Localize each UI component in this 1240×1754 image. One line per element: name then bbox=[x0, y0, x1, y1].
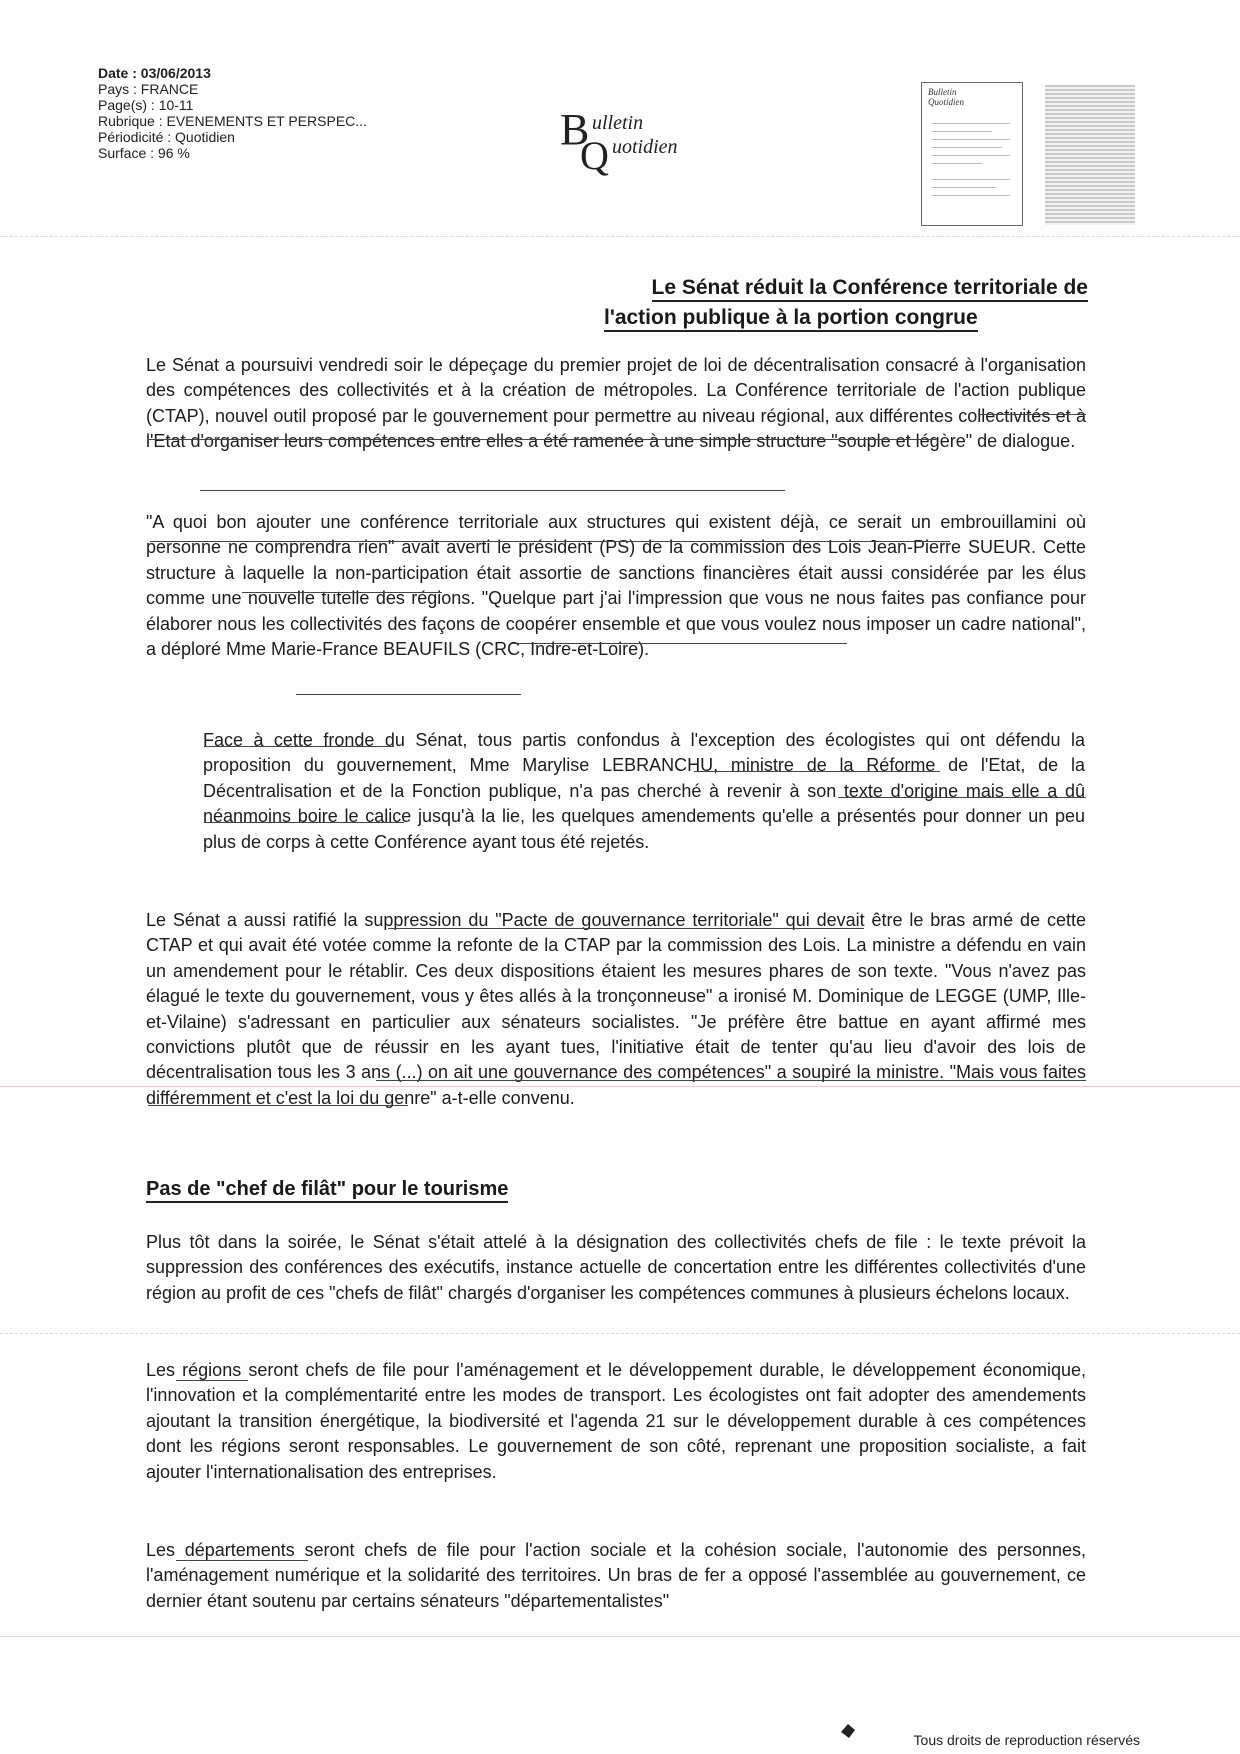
handwritten-underline bbox=[978, 414, 1086, 415]
paragraph-5: Plus tôt dans la soirée, le Sénat s'était attelé à la désignation des collectivités chefs de file : le texte prévoit la suppression des conférences des exécutifs, instance actuelle de concertation entre les différentes collectivités d'une région au profit de ces "chefs de filât" chargés d'organiser les compétences communes à plusieurs échelons locaux. bbox=[146, 1232, 1086, 1303]
handwritten-underline bbox=[296, 694, 521, 695]
meta-periodicite: Périodicité : Quotidien bbox=[98, 129, 235, 145]
handwritten-underline bbox=[148, 439, 936, 440]
footer-rights: Tous droits de reproduction réservés bbox=[913, 1732, 1140, 1748]
meta-surface: Surface : 96 % bbox=[98, 145, 190, 161]
thumbnail-logo-icon: Bulletin Quotidien bbox=[928, 87, 964, 107]
handwritten-underline bbox=[200, 490, 785, 491]
logo-line-2: uotidien bbox=[612, 136, 678, 158]
handwritten-underline bbox=[838, 797, 1086, 798]
page-thumbnail-2 bbox=[1045, 85, 1135, 225]
handwritten-underline bbox=[388, 928, 864, 929]
meta-pages: Page(s) : 10-11 bbox=[98, 97, 194, 113]
paragraph-4: Le Sénat a aussi ratifié la suppression du "Pacte de gouvernance territoriale" qui devait être le bras armé de cette CTAP et qui avait été votée comme la refonte de la CTAP par la commission des Lois. La ministre a défendu en vain un amendement pour le rétablir. Ces deux dispositions étaient les mesures phares de son texte. "Vous n'avez pas élagué le texte du gouvernement, vous y êtes allés à la tronçonneuse" a ironisé M. Dominique de LEGGE (UMP, Ille-et-Vilaine) s'adressant en particulier aux sénateurs socialistes. "Je préfère être battue en ayant affirmé mes convictions plutôt que de réussir en les ayant tues, l'initiative était de tenter qu'au lieu d'avoir des lois de décentralisation tous les 3 ans (...) on ait une gouvernance des compétences" a soupiré la ministre. "Mais vous faites différemment et c'est la loi du genre" a-t-elle convenu. bbox=[146, 910, 1086, 1108]
handwritten-underline bbox=[150, 541, 950, 542]
paragraph-2: "A quoi bon ajouter une conférence territoriale aux structures qui existent déjà, ce serait un embrouillamini où personne ne comprendra rien" avait averti le président (PS) de la commission des Lois Jean-Pierre SUEUR. Cette structure à laquelle la non-participation était assortie de sanctions financières était aussi considérée par les élus comme une nouvelle tutelle des régions. "Quelque part j'ai l'impression que vous ne nous faites pas confiance pour élaborer nous les collectivités des façons de coopérer ensemble et que vous voulez nous imposer un cadre national", a déploré Mme Marie-France BEAUFILS (CRC, Indre-et-Loire). bbox=[146, 512, 1086, 660]
handwritten-underline bbox=[512, 643, 847, 644]
handwritten-underline bbox=[376, 1080, 1086, 1081]
handwritten-underline bbox=[176, 1380, 248, 1381]
paragraph-1: Le Sénat a poursuivi vendredi soir le dépeçage du premier projet de loi de décentralisation consacré à l'organisation des compétences des collectivités et à la création de métropoles. La Conférence territoriale de l'action publique (CTAP), nouvel outil proposé par le gouvernement pour permettre au niveau régional, aux différentes collectivités et à l'Etat d'organiser leurs compétences entre elles a été ramenée à une simple structure "souple et légère" de dialogue. bbox=[146, 355, 1086, 452]
paragraph-3: Face à cette fronde du Sénat, tous partis confondus à l'exception des écologistes qui ont défendu la proposition du gouvernement, Mme Marylise LEBRANCHU, ministre de la Réforme de l'Etat, de la Décentralisation et de la Fonction publique, n'a pas cherché à revenir à son texte d'origine mais elle a dû néanmoins boire le calice jusqu'à la lie, les quelques amendements qu'elle a présentés pour donner un peu plus de corps à cette Conférence ayant tous été rejetés. bbox=[203, 730, 1085, 852]
article-title-line-2: l'action publique à la portion congrue bbox=[604, 306, 1088, 330]
section-subtitle: Pas de "chef de filât" pour le tourisme bbox=[146, 1178, 508, 1201]
logo-line-1: ulletin bbox=[592, 112, 644, 134]
scan-divider bbox=[0, 236, 1240, 237]
press-metadata bbox=[98, 65, 367, 161]
page-thumbnail-1 bbox=[921, 82, 1023, 226]
handwritten-underline bbox=[204, 822, 404, 823]
footer-divider bbox=[0, 1636, 1240, 1637]
handwritten-underline bbox=[242, 592, 442, 593]
scan-artifact-line bbox=[0, 1086, 1240, 1087]
article-title-line-1: Le Sénat réduit la Conférence territoriale de bbox=[604, 276, 1088, 300]
logo-initial-b: B bbox=[560, 105, 590, 154]
meta-pays: Pays : FRANCE bbox=[98, 81, 199, 97]
meta-date: Date : 03/06/2013 bbox=[98, 65, 211, 81]
logo-initial-q: Q bbox=[580, 133, 609, 178]
paragraph-7: Les départements seront chefs de file pour l'action sociale et la cohésion sociale, l'autonomie des personnes, l'aménagement numérique et la solidarité des territoires. Un bras de fer a opposé l'assemblée au gouvernement, ce dernier étant soutenu par certains sénateurs "départementalistes" bbox=[146, 1540, 1086, 1611]
bulletin-quotidien-logo bbox=[558, 105, 688, 178]
scan-divider bbox=[0, 1333, 1240, 1334]
meta-rubrique: Rubrique : EVENEMENTS ET PERSPEC... bbox=[98, 113, 367, 129]
diamond-bullet-icon bbox=[841, 1724, 855, 1738]
handwritten-underline bbox=[148, 1105, 408, 1106]
paragraph-6: Les régions seront chefs de file pour l'aménagement et le développement durable, le développement économique, l'innovation et la complémentarité entre les modes de transport. Les écologistes ont fait adopter des amendements ajoutant la transition énergétique, la biodiversité et l'agenda 21 sur le développement durable à ces compétences dont les régions seront responsables. Le gouvernement de son côté, reprenant une proposition socialiste, a fait ajouter l'internationalisation des entreprises. bbox=[146, 1360, 1086, 1482]
handwritten-underline bbox=[176, 1560, 308, 1561]
handwritten-underline bbox=[694, 771, 940, 772]
handwritten-underline bbox=[204, 746, 394, 747]
